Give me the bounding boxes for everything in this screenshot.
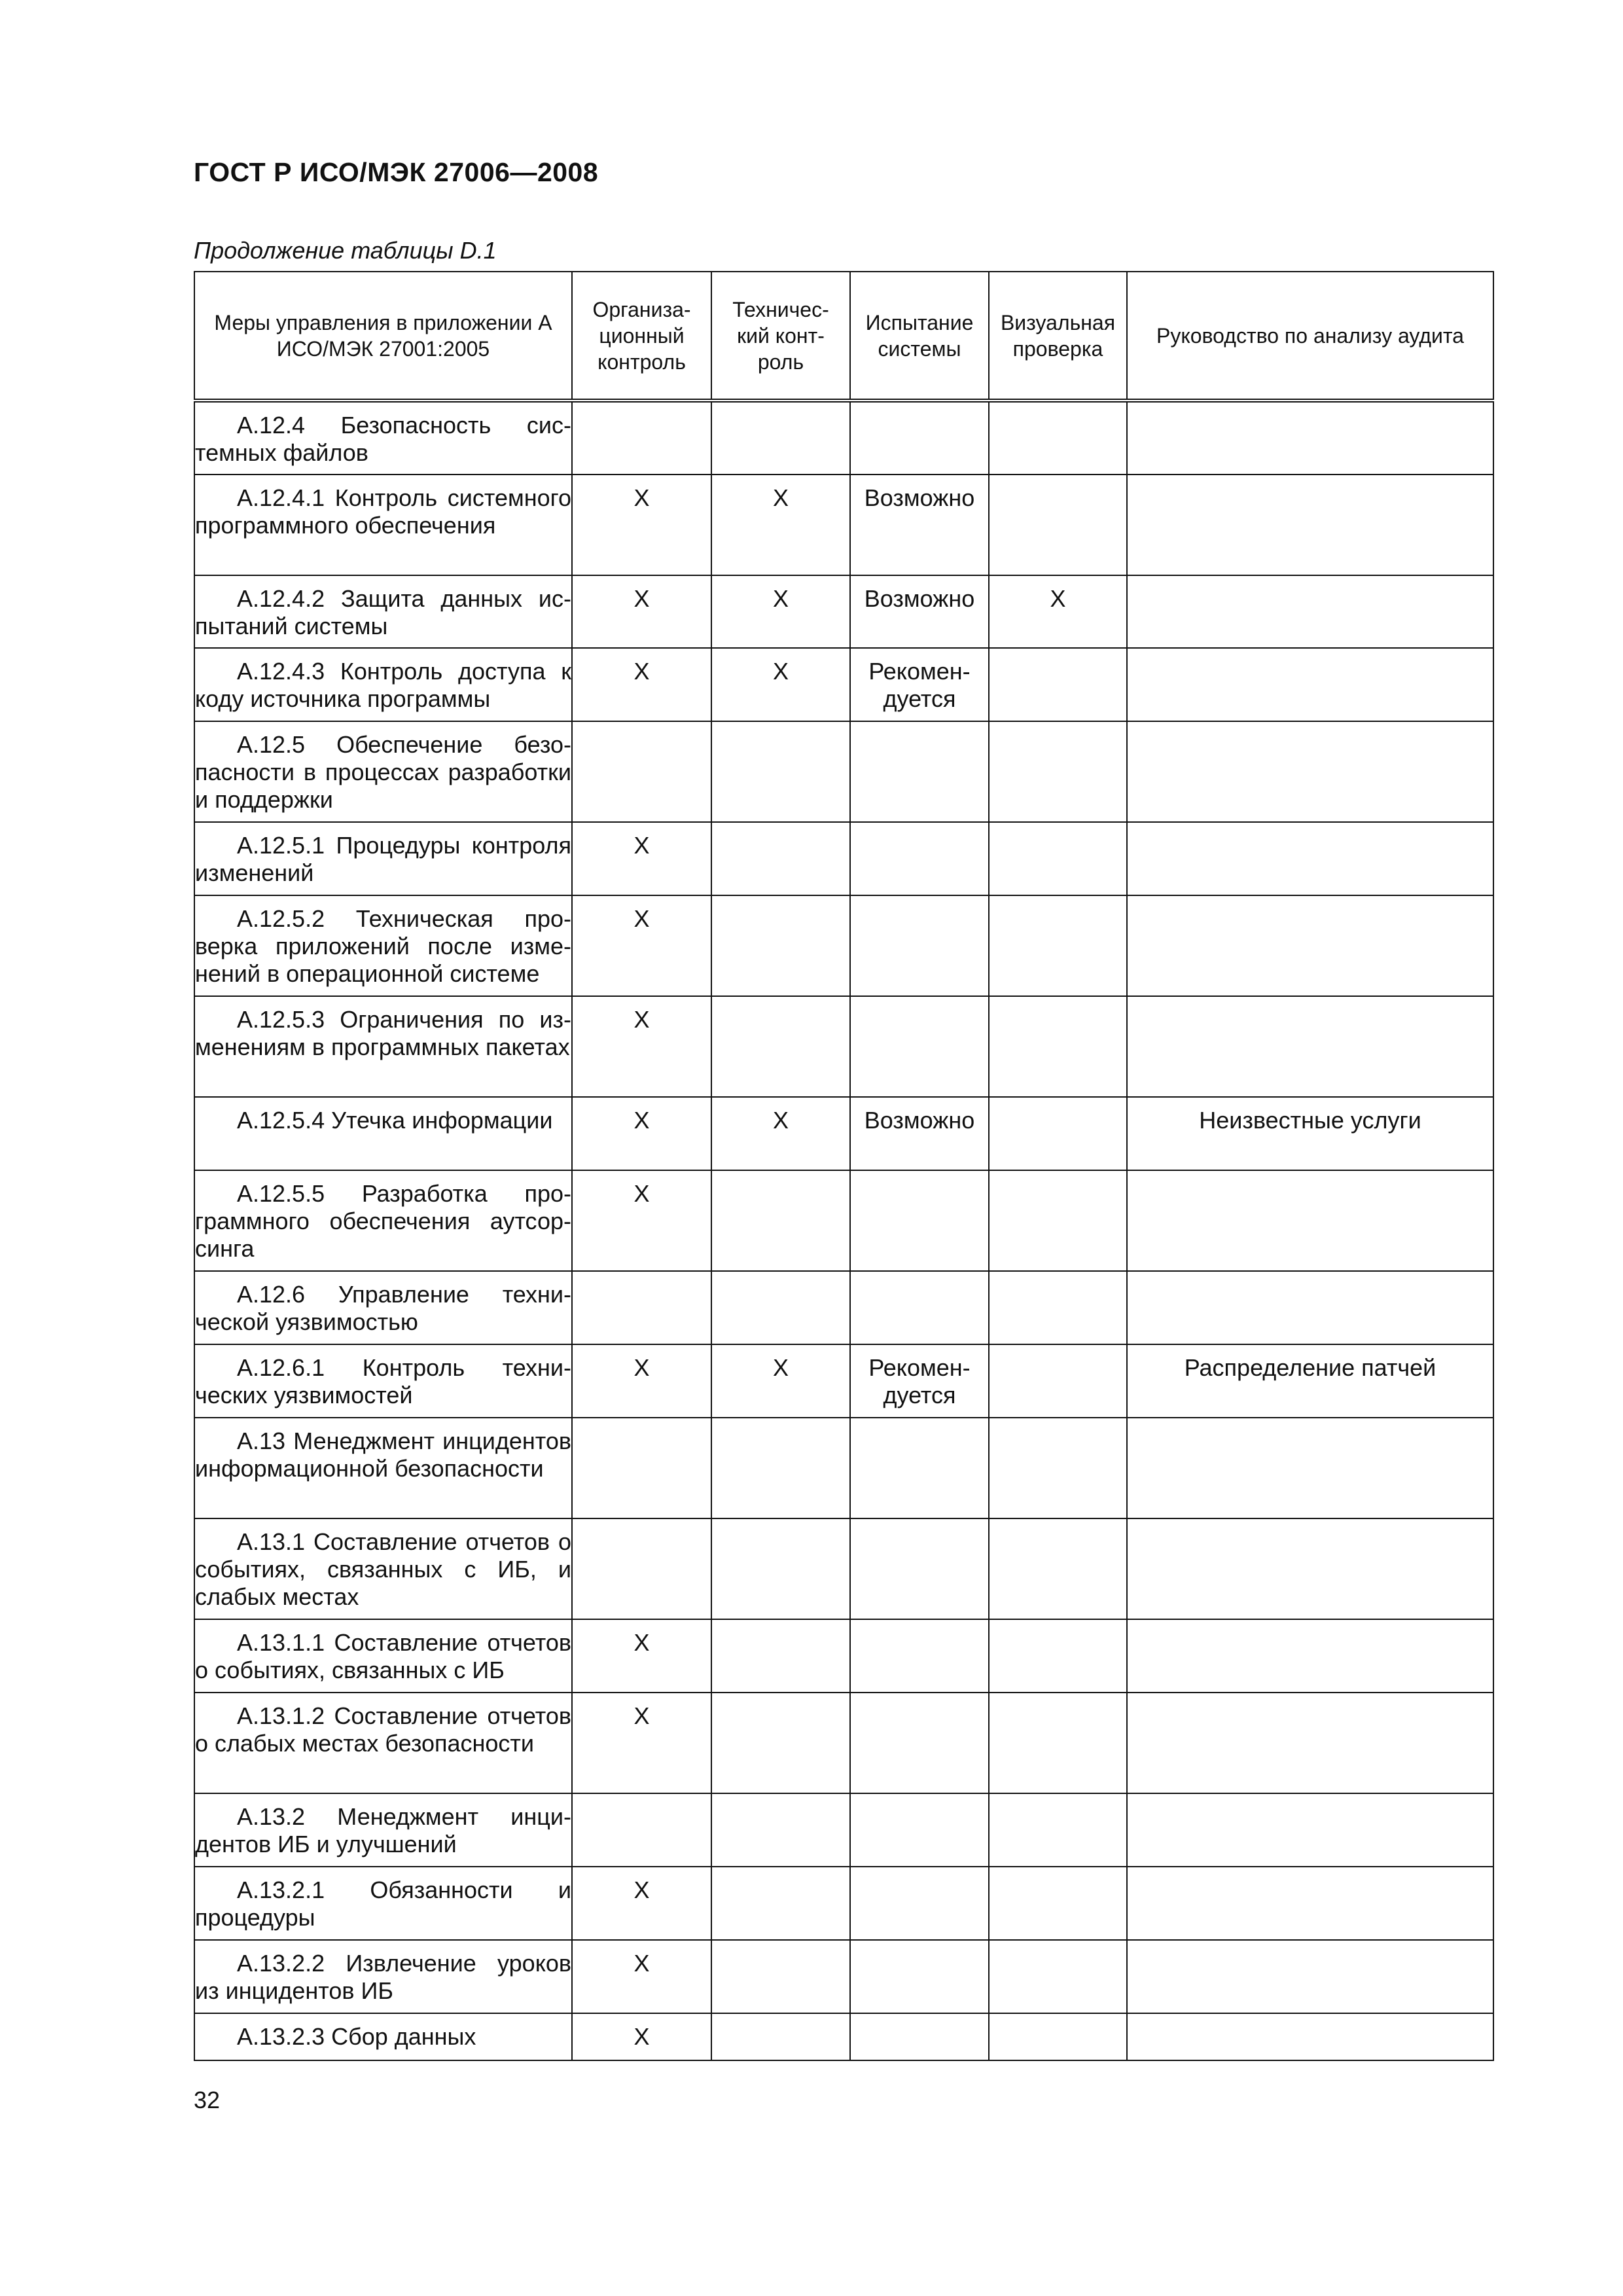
- measure-cell: А.12.6.1 Контроль технических уязвимостей: [194, 1344, 572, 1418]
- visual-check-cell: [989, 1693, 1127, 1793]
- tech-control-cell: [711, 895, 850, 996]
- audit-guidance-cell: [1127, 648, 1493, 721]
- visual-check-cell: [989, 1793, 1127, 1867]
- tech-control-cell: [711, 822, 850, 895]
- audit-guidance-cell: [1127, 475, 1493, 575]
- table-row: [194, 648, 1493, 721]
- org-control-cell: X: [572, 575, 711, 648]
- system-test-cell: Рекомендуется: [850, 648, 989, 721]
- measure-cell: А.13.1.1 Составление отчетов о событиях, связанных с ИБ: [194, 1619, 572, 1693]
- audit-guidance-cell: [1127, 1518, 1493, 1619]
- org-control-cell: X: [572, 1619, 711, 1693]
- audit-guidance-cell: [1127, 721, 1493, 822]
- measure-cell: А.12.5.2 Техническая проверка приложений после изменений в операционной системе: [194, 895, 572, 996]
- org-control-cell: X: [572, 1867, 711, 1940]
- audit-guidance-cell: [1127, 1619, 1493, 1693]
- table-caption: Продолжение таблицы D.1: [194, 237, 497, 264]
- visual-check-cell: [989, 1271, 1127, 1344]
- visual-check-cell: [989, 1418, 1127, 1518]
- org-control-cell: X: [572, 475, 711, 575]
- table-row: [194, 1170, 1493, 1271]
- table-row: [194, 822, 1493, 895]
- page-number: 32: [194, 2087, 221, 2113]
- org-control-cell: X: [572, 648, 711, 721]
- system-test-cell: [850, 1619, 989, 1693]
- system-test-cell: Рекомендуется: [850, 1344, 989, 1418]
- system-test-cell: [850, 822, 989, 895]
- tech-control-cell: [711, 996, 850, 1097]
- column-header: Меры управления в приложении А ИСО/МЭК 27001:2005: [194, 272, 572, 401]
- table-row: [194, 1693, 1493, 1793]
- visual-check-cell: [989, 822, 1127, 895]
- tech-control-cell: [711, 1170, 850, 1271]
- visual-check-cell: X: [989, 575, 1127, 648]
- org-control-cell: [572, 1271, 711, 1344]
- visual-check-cell: [989, 721, 1127, 822]
- visual-check-cell: [989, 996, 1127, 1097]
- measure-cell: А.12.6 Управление технической уязвимостью: [194, 1271, 572, 1344]
- tech-control-cell: X: [711, 475, 850, 575]
- system-test-cell: [850, 895, 989, 996]
- system-test-cell: [850, 401, 989, 475]
- visual-check-cell: [989, 1344, 1127, 1418]
- org-control-cell: X: [572, 1693, 711, 1793]
- system-test-cell: [850, 1271, 989, 1344]
- audit-guidance-cell: Распределение патчей: [1127, 1344, 1493, 1418]
- table-row: [194, 1619, 1493, 1693]
- system-test-cell: [850, 1418, 989, 1518]
- visual-check-cell: [989, 1518, 1127, 1619]
- tech-control-cell: [711, 1518, 850, 1619]
- system-test-cell: [850, 1693, 989, 1793]
- table-row: [194, 1271, 1493, 1344]
- visual-check-cell: [989, 401, 1127, 475]
- audit-guidance-cell: [1127, 822, 1493, 895]
- table-row: [194, 1518, 1493, 1619]
- org-control-cell: X: [572, 2013, 711, 2060]
- measure-cell: А.13.2 Менеджмент инцидентов ИБ и улучшений: [194, 1793, 572, 1867]
- audit-guidance-cell: [1127, 895, 1493, 996]
- tech-control-cell: X: [711, 1344, 850, 1418]
- table-row: [194, 475, 1493, 575]
- table-row: [194, 895, 1493, 996]
- visual-check-cell: [989, 895, 1127, 996]
- system-test-cell: Возможно: [850, 575, 989, 648]
- table-row: [194, 1940, 1493, 2013]
- visual-check-cell: [989, 2013, 1127, 2060]
- measure-cell: А.13.2.3 Сбор данных: [194, 2013, 572, 2060]
- visual-check-cell: [989, 1619, 1127, 1693]
- org-control-cell: [572, 1793, 711, 1867]
- measure-cell: А.13.1.2 Составление отчетов о слабых местах безопасности: [194, 1693, 572, 1793]
- system-test-cell: [850, 1518, 989, 1619]
- visual-check-cell: [989, 648, 1127, 721]
- measure-cell: А.12.4.2 Защита данных испытаний системы: [194, 575, 572, 648]
- measure-cell: А.12.4.3 Контроль доступа к коду источника программы: [194, 648, 572, 721]
- visual-check-cell: [989, 1867, 1127, 1940]
- system-test-cell: [850, 1793, 989, 1867]
- measure-cell: А.12.5.4 Утечка информации: [194, 1097, 572, 1170]
- visual-check-cell: [989, 475, 1127, 575]
- column-header: Испытание системы: [850, 272, 989, 401]
- tech-control-cell: X: [711, 1097, 850, 1170]
- table-row: [194, 996, 1493, 1097]
- column-header: Техничес-кий конт-роль: [711, 272, 850, 401]
- visual-check-cell: [989, 1170, 1127, 1271]
- audit-guidance-cell: [1127, 575, 1493, 648]
- tech-control-cell: [711, 1271, 850, 1344]
- tech-control-cell: [711, 1418, 850, 1518]
- system-test-cell: [850, 996, 989, 1097]
- table-row: [194, 1867, 1493, 1940]
- org-control-cell: [572, 721, 711, 822]
- org-control-cell: [572, 1518, 711, 1619]
- table-row: [194, 2013, 1493, 2060]
- measure-cell: А.13 Менеджмент инцидентов информационной безопасности: [194, 1418, 572, 1518]
- org-control-cell: X: [572, 996, 711, 1097]
- table-row: [194, 575, 1493, 648]
- measure-cell: А.13.2.2 Извлечение уроков из инцидентов ИБ: [194, 1940, 572, 2013]
- document-header: ГОСТ Р ИСО/МЭК 27006—2008: [194, 157, 599, 187]
- tech-control-cell: [711, 1619, 850, 1693]
- tech-control-cell: [711, 1940, 850, 2013]
- audit-guidance-cell: [1127, 2013, 1493, 2060]
- measure-cell: А.13.1 Составление отчетов о событиях, связанных с ИБ, и слабых местах: [194, 1518, 572, 1619]
- table-row: [194, 401, 1493, 475]
- audit-guidance-cell: [1127, 1793, 1493, 1867]
- controls-table: [194, 271, 1494, 2061]
- measure-cell: А.12.5 Обеспечение безопасности в процессах разработки и поддержки: [194, 721, 572, 822]
- org-control-cell: X: [572, 1344, 711, 1418]
- audit-guidance-cell: [1127, 996, 1493, 1097]
- org-control-cell: X: [572, 895, 711, 996]
- measure-cell: А.12.5.3 Ограничения по изменениям в программных пакетах: [194, 996, 572, 1097]
- table-row: [194, 1418, 1493, 1518]
- tech-control-cell: X: [711, 648, 850, 721]
- measure-cell: А.12.4 Безопасность системных файлов: [194, 401, 572, 475]
- audit-guidance-cell: [1127, 1693, 1493, 1793]
- audit-guidance-cell: [1127, 1170, 1493, 1271]
- column-header: Организа-ционный контроль: [572, 272, 711, 401]
- system-test-cell: Возможно: [850, 475, 989, 575]
- system-test-cell: [850, 1940, 989, 2013]
- org-control-cell: X: [572, 1097, 711, 1170]
- tech-control-cell: X: [711, 575, 850, 648]
- table-body: [194, 401, 1493, 2060]
- measure-cell: А.12.4.1 Контроль системного программного обеспечения: [194, 475, 572, 575]
- visual-check-cell: [989, 1097, 1127, 1170]
- org-control-cell: [572, 1418, 711, 1518]
- table-header-row: [194, 272, 1493, 401]
- system-test-cell: [850, 2013, 989, 2060]
- table-row: [194, 1793, 1493, 1867]
- audit-guidance-cell: [1127, 1271, 1493, 1344]
- audit-guidance-cell: [1127, 1418, 1493, 1518]
- column-header: Руководство по анализу аудита: [1127, 272, 1493, 401]
- measure-cell: А.12.5.1 Процедуры контроля изменений: [194, 822, 572, 895]
- tech-control-cell: [711, 1867, 850, 1940]
- measure-cell: А.12.5.5 Разработка программного обеспечения аутсорсинга: [194, 1170, 572, 1271]
- tech-control-cell: [711, 1793, 850, 1867]
- org-control-cell: X: [572, 1170, 711, 1271]
- org-control-cell: X: [572, 822, 711, 895]
- system-test-cell: [850, 1170, 989, 1271]
- measure-cell: А.13.2.1 Обязанности и процедуры: [194, 1867, 572, 1940]
- table-row: [194, 721, 1493, 822]
- column-header: Визуальная проверка: [989, 272, 1127, 401]
- table-row: [194, 1097, 1493, 1170]
- tech-control-cell: [711, 401, 850, 475]
- org-control-cell: X: [572, 1940, 711, 2013]
- tech-control-cell: [711, 721, 850, 822]
- audit-guidance-cell: [1127, 401, 1493, 475]
- tech-control-cell: [711, 1693, 850, 1793]
- system-test-cell: [850, 1867, 989, 1940]
- table-row: [194, 1344, 1493, 1418]
- org-control-cell: [572, 401, 711, 475]
- visual-check-cell: [989, 1940, 1127, 2013]
- audit-guidance-cell: [1127, 1867, 1493, 1940]
- audit-guidance-cell: [1127, 1940, 1493, 2013]
- system-test-cell: Возможно: [850, 1097, 989, 1170]
- tech-control-cell: [711, 2013, 850, 2060]
- system-test-cell: [850, 721, 989, 822]
- audit-guidance-cell: Неизвестные услуги: [1127, 1097, 1493, 1170]
